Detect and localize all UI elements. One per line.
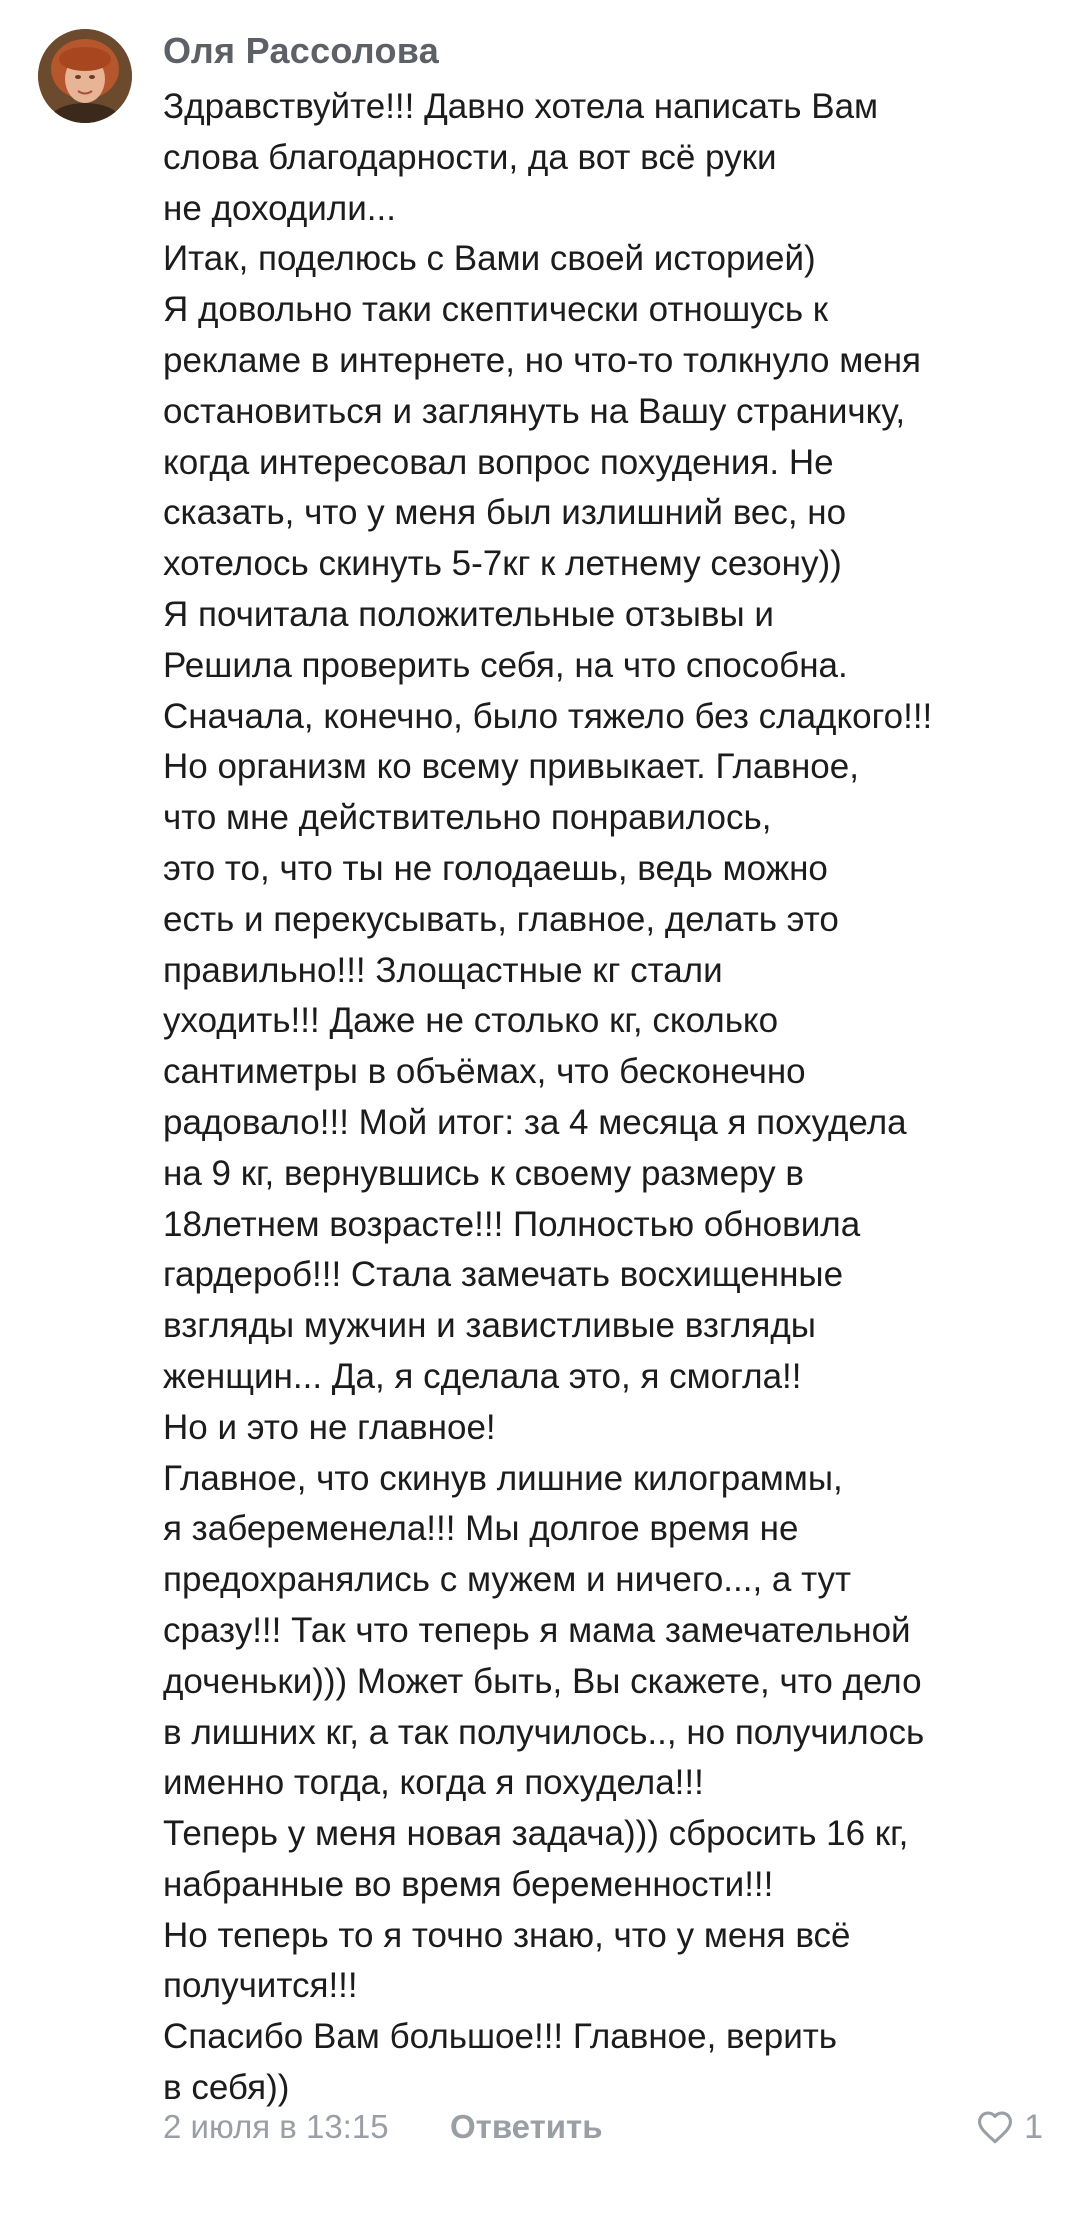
comment-line: Итак, поделюсь с Вами своей историей) [163,239,816,279]
comment-date: 2 июля в 13:15 [163,2108,389,2145]
like-button[interactable] [976,2104,1043,2150]
comment-line: Сначала, конечно, было тяжело без сладкого!!! [163,696,933,736]
comment-line: сразу!!! Так что теперь я мама замечательной [163,1610,911,1650]
comment-line: Я почитала положительные отзывы и [163,594,774,634]
comment-line: не доходили... [163,188,396,228]
avatar-photo [38,29,132,123]
comment-line: сантиметры в объёмах, что бесконечно [163,1052,806,1092]
comment-line: Главное, что скинув лишние килограммы, [163,1458,843,1498]
comment-line: доченьки))) Может быть, Вы скажете, что дело [163,1661,922,1701]
comment-line: 18летнем возрасте!!! Полностью обновила [163,1204,861,1244]
comment-line: Но теперь то я точно знаю, что у меня всё [163,1915,851,1955]
comment-line: сказать, что у меня был излишний вес, но [163,493,847,533]
comment-line: Решила проверить себя, на что способна. [163,645,848,685]
comment-line: это то, что ты не голодаешь, ведь можно [163,848,828,888]
comment-line: в лишних кг, а так получилось.., но получилось [163,1712,925,1752]
comment-line: остановиться и заглянуть на Вашу страничку, [163,391,906,431]
comment-line: взгляды мужчин и завистливые взгляды [163,1306,816,1346]
comment-line: я забеременела!!! Мы долгое время не [163,1509,799,1549]
comment-footer [163,2102,1043,2152]
comment-line: на 9 кг, вернувшись к своему размеру в [163,1153,804,1193]
comment-line: есть и перекусывать, главное, делать это [163,899,839,939]
comment-line: гардероб!!! Стала замечать восхищенные [163,1255,844,1295]
comment-line: уходить!!! Даже не столько кг, сколько [163,1001,779,1041]
comment-line: радовало!!! Мой итог: за 4 месяца я похудела [163,1102,907,1142]
comment-line: Теперь у меня новая задача))) сбросить 16 кг, [163,1814,909,1854]
comment-line: рекламе в интернете, но что-то толкнуло меня [163,340,922,380]
comment-line: Спасибо Вам большое!!! Главное, верить [163,2017,838,2057]
comment-line: правильно!!! Злощастные кг стали [163,950,723,990]
comment-line: именно тогда, когда я похудела!!! [163,1763,704,1803]
comment-line: женщин... Да, я сделала это, я смогла!! [163,1356,802,1396]
comment-line: Здравствуйте!!! Давно хотела написать Вам [163,87,879,126]
comment-line: Но и это не главное! [163,1407,496,1447]
comment-line: получится!!! [163,1966,358,2006]
comment-text [163,82,1043,2114]
comment-line: предохранялись с мужем и ничего..., а тут [163,1560,852,1600]
heart-outline-icon [976,2110,1014,2144]
comment-line: что мне действительно понравилось, [163,798,772,838]
comment-line: Я довольно таки скептически отношусь к [163,290,829,330]
comment-line: в себя)) [163,2068,290,2108]
comment-line: хотелось скинуть 5-7кг к летнему сезону)) [163,544,842,584]
reply-button[interactable]: Ответить [450,2108,603,2145]
like-count: 1 [1024,2107,1043,2146]
avatar[interactable] [38,29,132,123]
comment-line: слова благодарности, да вот всё руки [163,137,777,177]
comment-line: Но организм ко всему привыкает. Главное, [163,747,859,787]
comment-line: набранные во время беременности!!! [163,1864,774,1904]
author-name[interactable]: Оля Рассолова [163,30,440,71]
comment-line: когда интересовал вопрос похудения. Не [163,442,834,482]
